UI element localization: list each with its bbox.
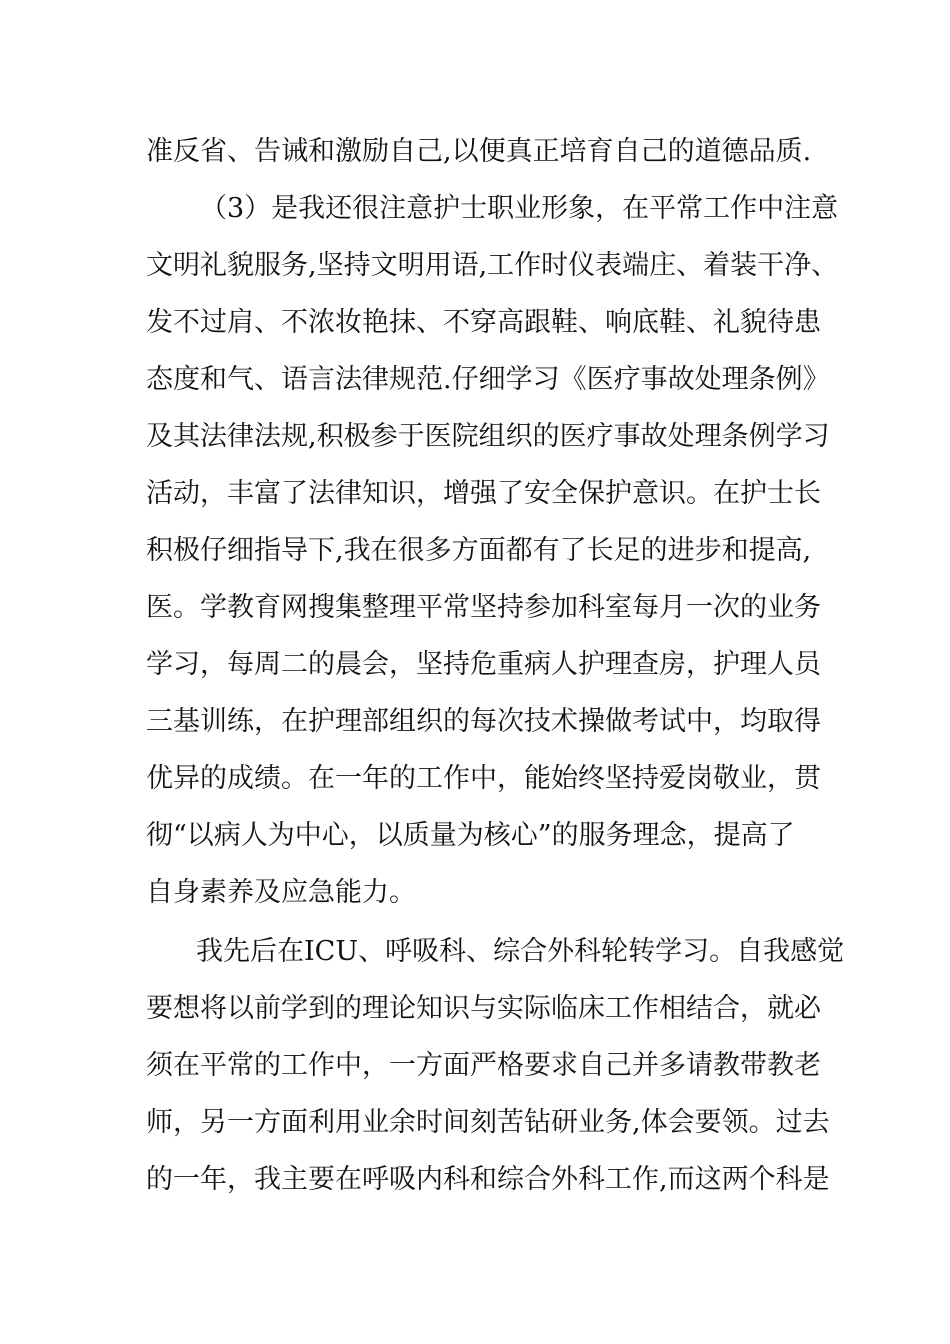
text-line-13: 彻“以病人为中心，以质量为核心”的服务理念，提高了 [146,820,795,851]
text-line-19: 的一年，我主要在呼吸内科和综合外科工作,而这两个科是 [146,1164,830,1195]
text-line-1: 准反省、告诫和激励自己,以便真正培育自己的道德品质. [146,136,812,167]
text-line-16: 要想将以前学到的理论知识与实际临床工作相结合，就必 [146,993,821,1024]
text-line-5: 态度和气、语言法律规范.仔细学习《医疗事故处理条例》 [146,364,830,395]
text-line-15: 我先后在ICU、呼吸科、综合外科轮转学习。自我感觉 [196,936,845,967]
text-line-2: （3）是我还很注意护士职业形象，在平常工作中注意 [200,193,839,224]
text-line-6: 及其法律法规,积极参于医院组织的医疗事故处理条例学习 [146,421,830,452]
text-line-17: 须在平常的工作中，一方面严格要求自己并多请教带教老 [146,1050,821,1081]
text-line-14: 自身素养及应急能力。 [146,877,416,908]
text-line-8: 积极仔细指导下,我在很多方面都有了长足的进步和提高, [146,535,812,566]
text-line-10: 学习，每周二的晨会，坚持危重病人护理查房，护理人员 [146,649,821,680]
text-line-7: 活动，丰富了法律知识，增强了安全保护意识。在护士长 [146,478,821,509]
text-line-3: 文明礼貌服务,坚持文明用语,工作时仪表端庄、着装干净、 [146,250,839,281]
text-line-11: 三基训练，在护理部组织的每次技术操做考试中，均取得 [146,706,821,737]
text-line-18: 师，另一方面利用业余时间刻苦钻研业务,体会要领。过去 [146,1107,830,1138]
text-line-4: 发不过肩、不浓妆艳抹、不穿高跟鞋、响底鞋、礼貌待患 [146,307,821,338]
text-line-9: 医。学教育网搜集整理平常坚持参加科室每月一次的业务 [146,592,821,623]
text-line-12: 优异的成绩。在一年的工作中，能始终坚持爱岗敬业，贯 [146,763,821,794]
